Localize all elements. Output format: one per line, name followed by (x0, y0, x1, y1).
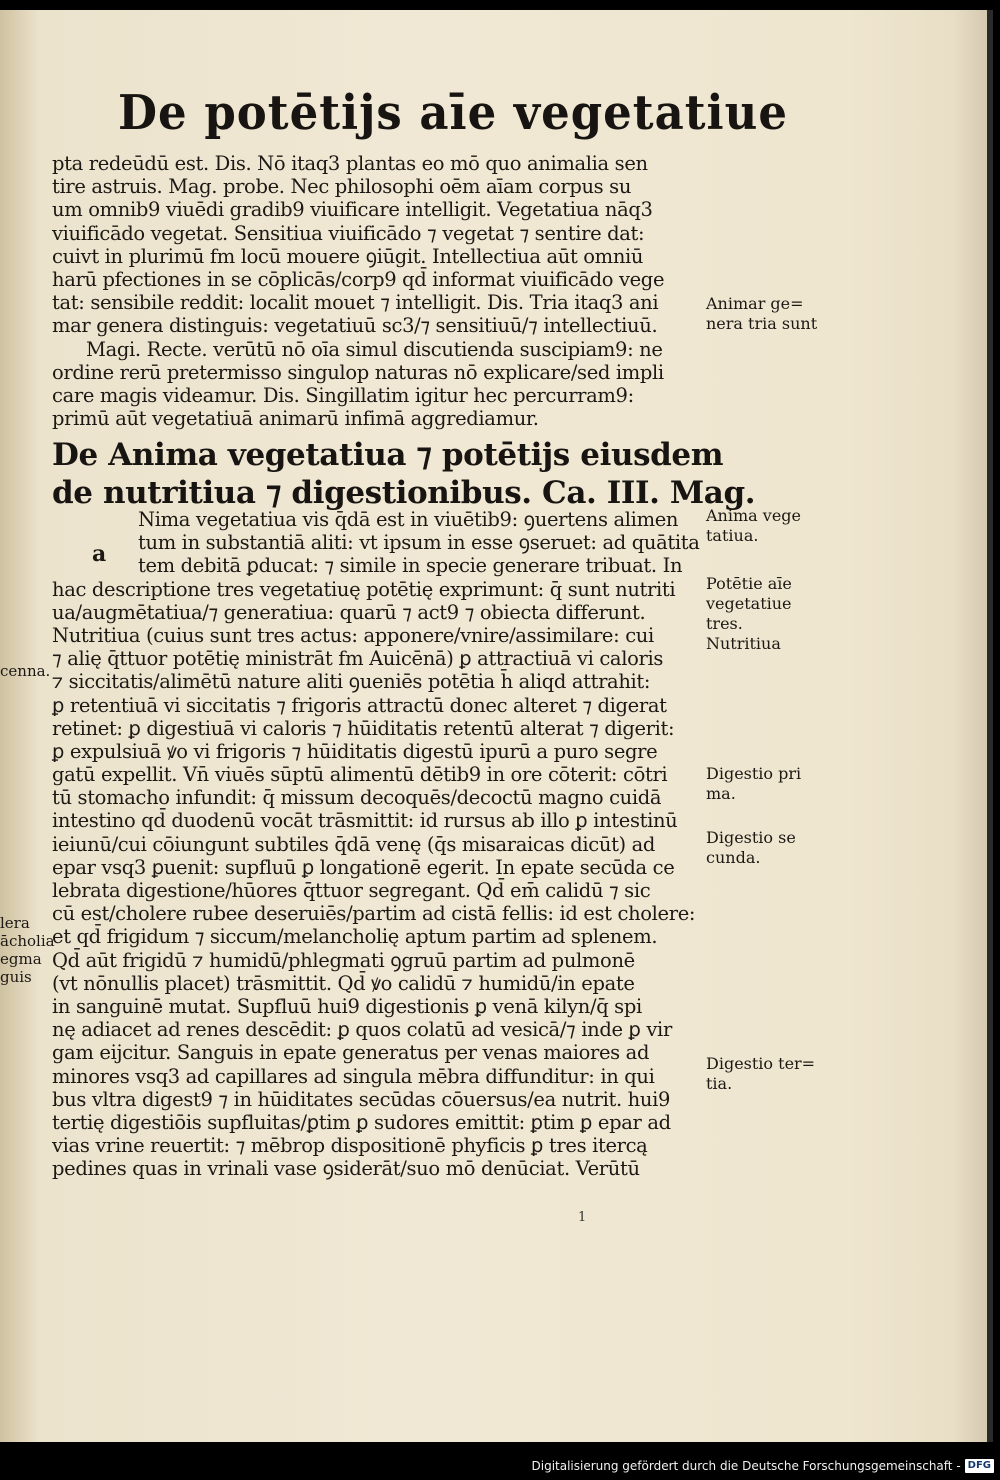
text-line: pedines quas in vrinali vase ꝯsiderāt/suo mō denūciat. Verūtū (52, 1157, 640, 1181)
margin-note-line: Nutritiua (706, 634, 781, 653)
text-line: viuificādo vegetat. Sensitiua viuificādo ⁊ vegetat ⁊ sentire dat: (52, 221, 645, 245)
margin-note-line: tatiua. (706, 526, 759, 545)
text-line: um omnib9 viuēdi gradib9 viuificare intelligit. Vegetatiua nāq3 (52, 198, 653, 222)
text-line: ieiunū/cui cōiungunt subtiles q̄dā venę (q̄s misaraicas dicūt) ad (52, 832, 656, 856)
margin-note-line: Anima vege (706, 506, 801, 525)
chapter-heading-line: De Anima vegetatiua ⁊ potētijs eiusdem (52, 437, 724, 473)
margin-note-line: ma. (706, 784, 736, 803)
margin-note-line: lera (0, 914, 30, 932)
dfg-logo: DFG (965, 1459, 994, 1473)
margin-note-line: cenna. (0, 662, 51, 680)
text-line: ⁊ siccitatis/alimētū nature aliti ꝯueniēs potētia h̄ aliqd attrahit: (52, 670, 651, 694)
page-number: 1 (578, 1210, 587, 1225)
margin-note-line: Digestio pri (706, 764, 802, 783)
body-text-block (52, 508, 702, 1180)
text-line: intestino qd̄ duodenū vocāt trāsmittit: id rursus ab illo ꝑ intestinū (52, 809, 678, 833)
text-line: minores vsq3 ad capillares ad singula mēbra diffunditur: in qui (52, 1064, 655, 1088)
left-margin-note-cenna (0, 662, 50, 680)
text-line: tem debitā ꝑducat: ⁊ simile in specie generare tribuat. In (138, 554, 683, 578)
footer-text: Digitalisierung gefördert durch die Deutsche Forschungsgemeinschaft - (531, 1459, 961, 1473)
text-line: Nutritiua (cuius sunt tres actus: apponere/vnire/assimilare: cui (52, 623, 654, 647)
margin-note-digestio-tertia (706, 1054, 815, 1094)
margin-note-anima-vegetatiua (706, 506, 801, 546)
text-line: cuivt in plurimū fm locū mouere ꝯiūgit. Intellectiua aūt omniū (52, 244, 644, 268)
text-line: pta redeūdū est. Dis. Nō itaq3 plantas eo mō quo animalia sen (52, 152, 648, 175)
text-line: Nima vegetatiua vis q̄dā est in viuētib9: ꝯuertens alimen (138, 508, 679, 531)
text-line: lebrata digestione/hūores q̄ttuor segregant. Qd̄ em̄ calidū ⁊ sic (52, 879, 651, 902)
margin-note-potetie (706, 574, 792, 634)
drop-initial-guide-letter: a (92, 541, 107, 567)
text-line: et qd̄ frigidum ⁊ siccum/melancholię aptum partim ad splenem. (52, 925, 658, 949)
text-line: tū stomacho infundit: q̄ missum decoquēs/decoctū magno cuidā (52, 786, 662, 810)
margin-note-line: Potētie aīe (706, 574, 792, 593)
text-line: cū est/cholere rubee deseruiēs/partim ad cistā fellis: id est cholere: (52, 902, 696, 926)
margin-note-line: Digestio ter= (706, 1054, 816, 1073)
text-line: tat: sensibile reddit: localit mouet ⁊ intelligit. Dis. Tria itaq3 ani (52, 291, 659, 315)
text-line: Qd̄ aūt frigidū ⁊ humidū/phlegmati ꝯgruū partim ad pulmonē (52, 948, 635, 972)
text-line: mar genera distinguis: vegetatiuū sc3/⁊ sensitiuū/⁊ intellectiuū. (52, 314, 658, 338)
text-line: retinet: ꝑ digestiuā vi caloris ⁊ hūiditatis retentū alterat ⁊ digerit: (52, 716, 675, 740)
text-line: epar vsq3 ꝑuenit: supfluū ꝑ longationē egerit. In epate secūda ce (52, 855, 675, 879)
digitization-footer (532, 1459, 995, 1473)
chapter-heading-line: de nutritiua ⁊ digestionibus. Ca. III. Mag. (52, 475, 756, 511)
text-line: care magis videamur. Dis. Singillatim igitur hec percurram9: (52, 383, 634, 407)
book-page (0, 10, 993, 1442)
text-line: hac descriptione tres vegetatiuę potētię exprimunt: q̄ sunt nutriti (52, 577, 676, 601)
left-margin-note-humors (0, 914, 55, 986)
text-line: gam eijcitur. Sanguis in epate generatus per venas maiores ad (52, 1041, 650, 1065)
text-line: tertię digestiōis supfluitas/ꝑtim ꝑ sudores emittit: ꝑtim ꝑ epar ad (52, 1110, 671, 1134)
text-line: harū pfectiones in se cōplicās/corp9 qd̄ informat viuificādo vege (52, 267, 665, 291)
margin-note-nutritiua (706, 634, 781, 654)
text-line: ꝑ expulsiuā ꝟo vi frigoris ⁊ hūiditatis digestū ipurū a puro segre (52, 739, 658, 763)
text-line: Magi. Recte. verūtū nō oīa simul discutienda suscipiam9: ne (86, 337, 663, 361)
margin-note-line: nera tria sunt (706, 314, 818, 333)
running-head: De potētijs aīe vegetatiue (118, 84, 788, 141)
text-line: tum in substantiā aliti: vt ipsum in esse ꝯseruet: ad quātita (138, 531, 700, 555)
margin-note-animar (706, 294, 817, 334)
margin-note-line: tia. (706, 1074, 733, 1093)
margin-note-line: Animar ge= (706, 294, 804, 313)
text-line: (vt nōnullis placet) trāsmittit. Qd̄ ꝟo calidū ⁊ humidū/in epate (52, 971, 635, 995)
page-edge (987, 10, 993, 1442)
margin-note-line: cunda. (706, 848, 761, 867)
text-line: in sanguinē mutat. Supfluū hui9 digestionis ꝑ venā kilyn/q̄ spi (52, 994, 642, 1018)
margin-note-line: ācholia (0, 932, 55, 950)
text-line: primū aūt vegetatiuā animarū infimā aggrediamur. (52, 407, 539, 431)
text-line: ua/augmētatiua/⁊ generatiua: quarū ⁊ act9 ⁊ obiecta differunt. (52, 600, 646, 624)
margin-note-line: vegetatiue (706, 594, 792, 613)
margin-note-line: egma (0, 950, 42, 968)
text-line: ꝑ retentiuā vi siccitatis ⁊ frigoris attractū donec alteret ⁊ digerat (52, 693, 667, 717)
text-line: gatū expellit. Vn̄ viuēs sūptū alimentū dētib9 in ore cōterit: cōtri (52, 763, 668, 787)
text-line: nę adiacet ad renes descēdit: ꝑ quos colatū ad vesicā/⁊ inde ꝑ vir (52, 1018, 672, 1042)
margin-note-line: Digestio se (706, 828, 796, 847)
text-line: bus vltra digest9 ⁊ in hūiditates secūdas cōuersus/ea nutrit. hui9 (52, 1087, 671, 1111)
text-line: ⁊ alię q̄ttuor potētię ministrāt fm Auicēnā) ꝑ attractiuā vi caloris (52, 647, 663, 671)
intro-text-block (52, 152, 702, 430)
text-line: tire astruis. Mag. probe. Nec philosophi oēm aīam corpus su (52, 175, 632, 199)
text-line: vias vrine reuertit: ⁊ mēbrop dispositionē phyficis ꝑ tres itercą (52, 1134, 648, 1158)
margin-note-digestio-secunda (706, 828, 796, 868)
text-line: ordine rerū pretermisso singulop naturas nō explicare/sed impli (52, 360, 664, 384)
margin-note-line: tres. (706, 614, 743, 633)
margin-note-digestio-prima (706, 764, 801, 804)
margin-note-line: guis (0, 968, 32, 986)
chapter-heading (52, 436, 756, 512)
